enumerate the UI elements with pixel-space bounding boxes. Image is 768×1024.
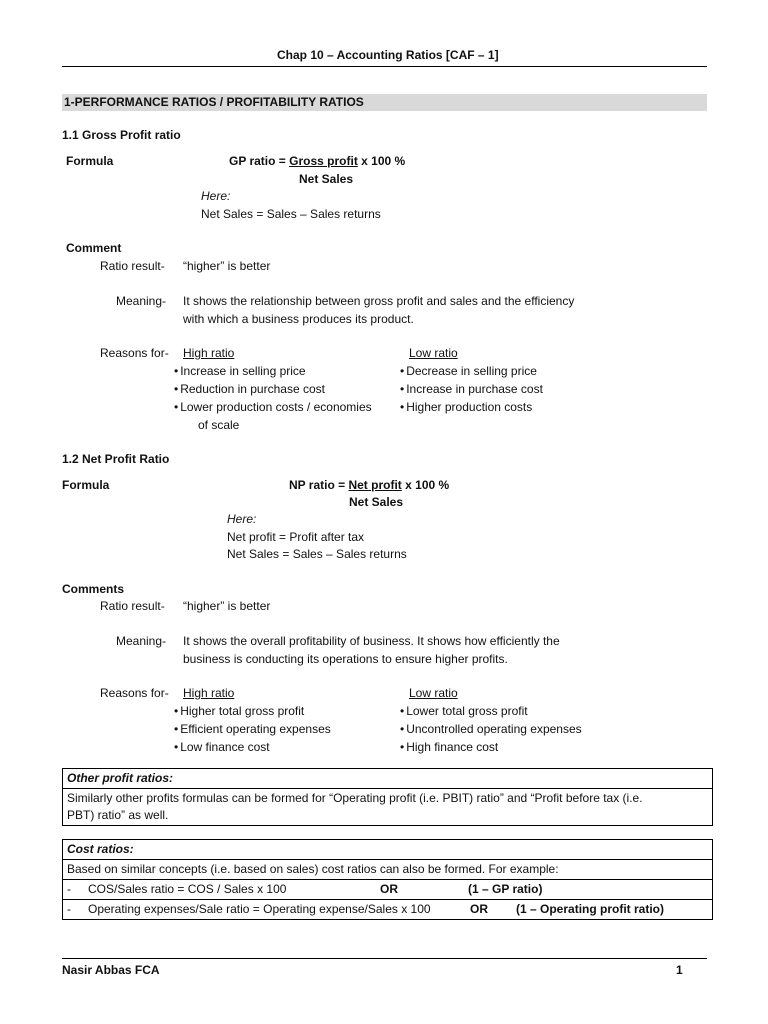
gp-heading: 1.1 Gross Profit ratio [62, 128, 181, 142]
gp-formula-denominator: Net Sales [299, 172, 354, 186]
gp-meaning-line-2: with which a business produces its product. [183, 312, 414, 326]
np-here: Here: [227, 512, 257, 526]
footer-rule [62, 958, 707, 959]
gp-formula [229, 153, 405, 170]
cost-box-title-row [63, 840, 712, 859]
gp-ratio-result: “higher” is better [183, 259, 271, 273]
other-box-title-row [63, 769, 712, 788]
gp-low-item: • Decrease in selling price [400, 363, 537, 380]
np-low-item: • Lower total gross profit [400, 703, 528, 720]
gp-high-ratio-title: High ratio [183, 346, 235, 360]
gp-comment-label: Comment [66, 241, 122, 255]
gp-low-item: • Increase in purchase cost [400, 381, 543, 398]
np-formula-denominator: Net Sales [349, 495, 404, 509]
gp-formula-numerator: Gross profit [289, 154, 358, 168]
cost-box-intro-row [63, 859, 712, 879]
np-high-item: • Efficient operating expenses [174, 721, 331, 738]
gp-high-item: • Increase in selling price [174, 363, 306, 380]
other-profit-ratios-box [62, 768, 713, 826]
cost-ratios-box [62, 839, 713, 920]
gp-formula-label: Formula [66, 154, 114, 168]
header-rule [62, 66, 707, 67]
cost-row-alternative: (1 – GP ratio) [468, 882, 543, 896]
other-box-title: Other profit ratios: [67, 771, 174, 785]
gp-low-ratio-title: Low ratio [409, 346, 458, 360]
gp-high-item-continuation: of scale [198, 418, 240, 432]
np-reasons-label: Reasons for- [100, 686, 169, 700]
gp-meaning-line-1: It shows the relationship between gross profit and sales and the efficiency [183, 294, 575, 308]
gp-definition: Net Sales = Sales – Sales returns [201, 207, 381, 221]
np-definition: Net Sales = Sales – Sales returns [227, 547, 407, 561]
gp-formula-lhs: GP ratio = [229, 154, 290, 168]
section-heading: 1-PERFORMANCE RATIOS / PROFITABILITY RATIOS [64, 95, 364, 109]
np-low-item: • High finance cost [400, 739, 498, 756]
gp-meaning-label: Meaning- [116, 294, 167, 308]
gp-ratio-result-label: Ratio result- [100, 259, 165, 273]
np-formula-label: Formula [62, 478, 110, 492]
np-formula [289, 477, 449, 494]
gp-low-item: • Higher production costs [400, 399, 532, 416]
footer-page-number: 1 [676, 963, 683, 977]
np-low-ratio-title: Low ratio [409, 686, 458, 700]
cost-row-alternative: (1 – Operating profit ratio) [516, 902, 665, 916]
gp-formula-rest: x 100 % [357, 154, 406, 168]
other-box-line-2: PBT) ratio” as well. [67, 808, 169, 822]
np-ratio-result: “higher” is better [183, 599, 271, 613]
cost-box-title: Cost ratios: [67, 842, 134, 856]
np-meaning-label: Meaning- [116, 634, 167, 648]
cost-row-formula: Operating expenses/Sale ratio = Operating expense/Sales x 100 [88, 902, 431, 916]
np-heading: 1.2 Net Profit Ratio [62, 452, 170, 466]
cost-box-intro: Based on similar concepts (i.e. based on sales) cost ratios can also be formed. For example: [67, 862, 559, 876]
cost-row-or: OR [380, 882, 398, 896]
np-high-item: • Higher total gross profit [174, 703, 304, 720]
cost-row-dash: - [67, 882, 71, 896]
other-box-body-row [63, 788, 712, 825]
np-meaning-line-1: It shows the overall profitability of business. It shows how efficiently the [183, 634, 560, 648]
np-low-item: • Uncontrolled operating expenses [400, 721, 582, 738]
cost-row-dash: - [67, 902, 71, 916]
cost-box-row [63, 879, 712, 899]
np-formula-rest: x 100 % [401, 478, 450, 492]
cost-row-or: OR [470, 902, 488, 916]
cost-box-row [63, 899, 712, 919]
np-formula-lhs: NP ratio = [289, 478, 349, 492]
gp-here: Here: [201, 189, 231, 203]
gp-reasons-label: Reasons for- [100, 346, 169, 360]
np-meaning-line-2: business is conducting its operations to ensure higher profits. [183, 652, 508, 666]
footer-author: Nasir Abbas FCA [62, 963, 160, 977]
np-high-item: • Low finance cost [174, 739, 270, 756]
gp-high-item: • Lower production costs / economies [174, 399, 372, 416]
page-header-title: Chap 10 – Accounting Ratios [CAF – 1] [277, 48, 499, 62]
np-formula-numerator: Net profit [348, 478, 402, 492]
cost-row-formula: COS/Sales ratio = COS / Sales x 100 [88, 882, 287, 896]
np-ratio-result-label: Ratio result- [100, 599, 165, 613]
np-definition: Net profit = Profit after tax [227, 530, 365, 544]
other-box-line-1: Similarly other profits formulas can be formed for “Operating profit (i.e. PBIT) ratio” and “Profit before tax (i.e. [67, 791, 643, 805]
np-comments-label: Comments [62, 582, 125, 596]
np-high-ratio-title: High ratio [183, 686, 235, 700]
gp-high-item: • Reduction in purchase cost [174, 381, 325, 398]
